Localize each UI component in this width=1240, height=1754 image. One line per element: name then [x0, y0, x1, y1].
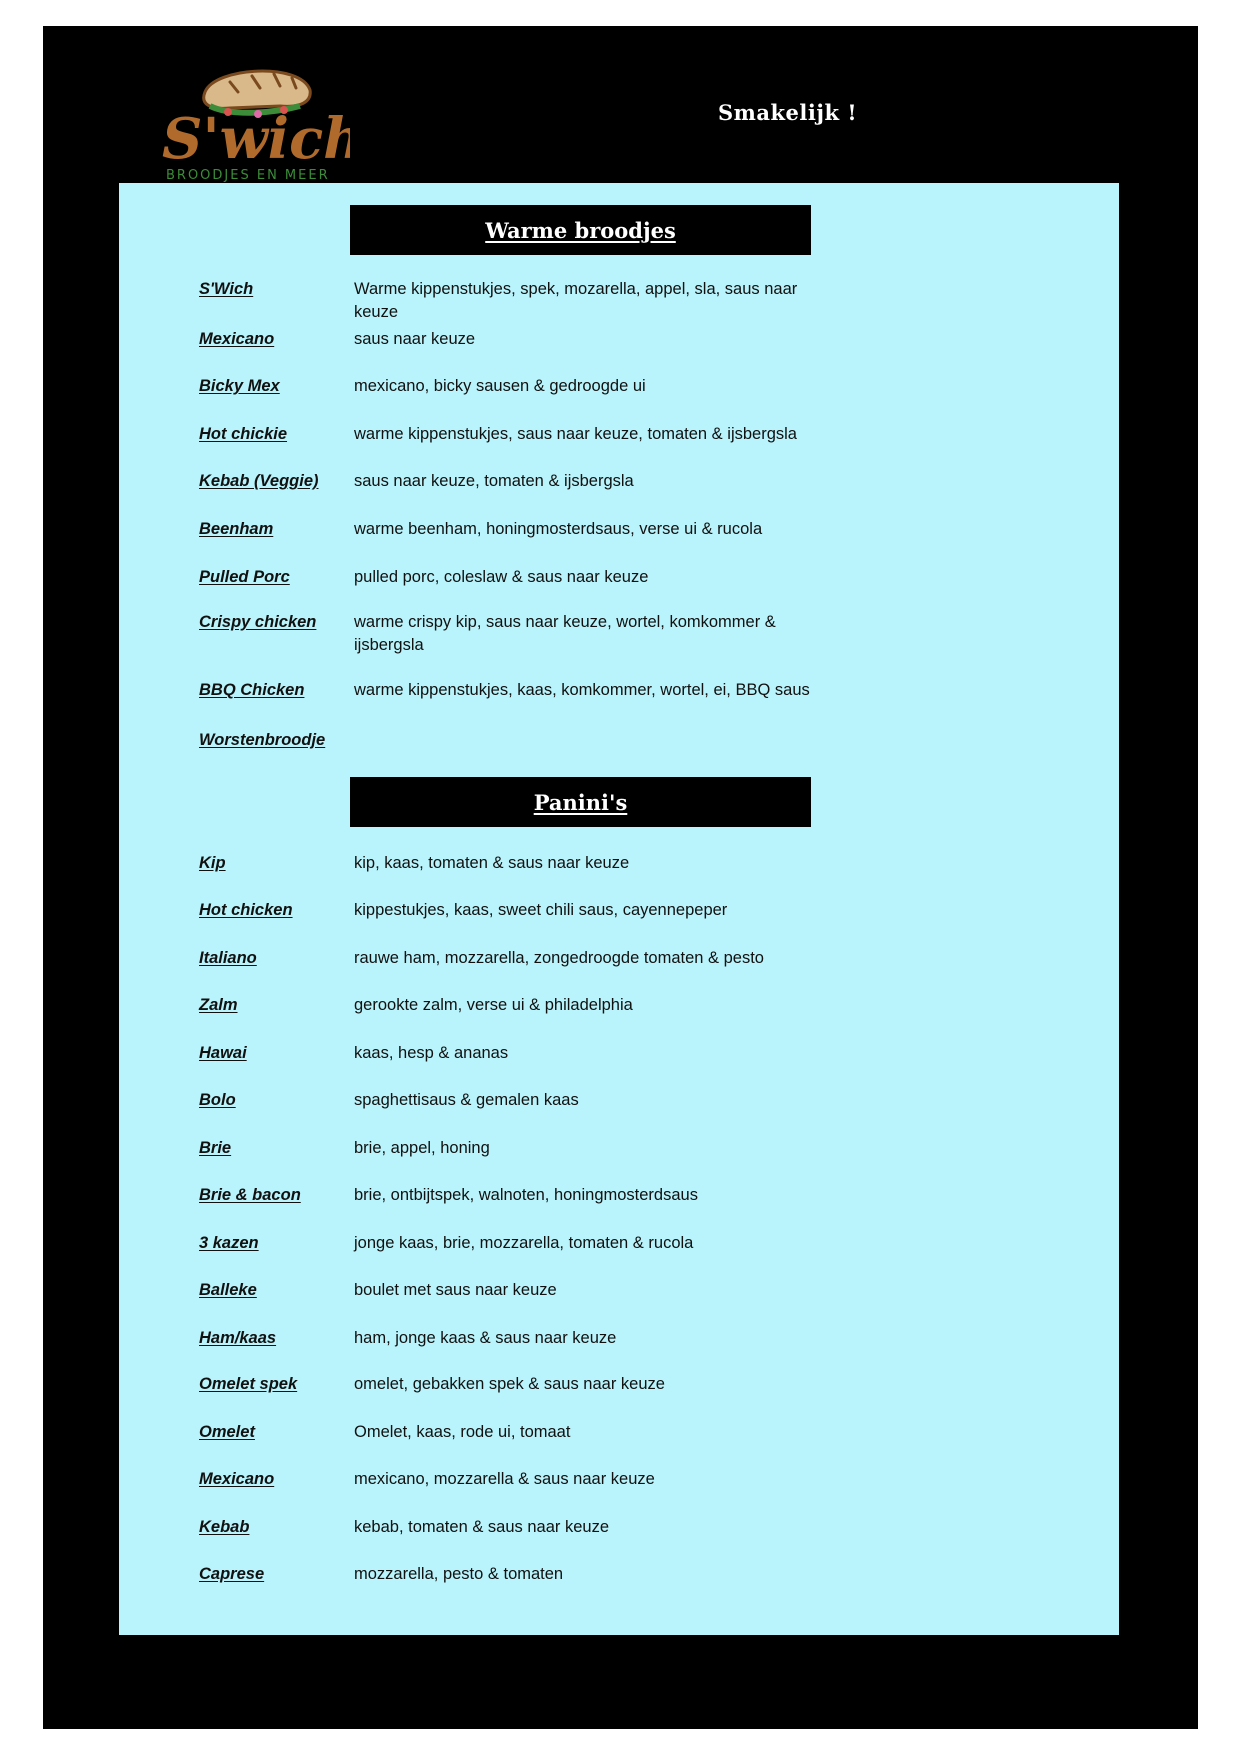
- item-name: Zalm: [199, 996, 238, 1014]
- menu-item: [199, 679, 1119, 702]
- item-description: warme beenham, honingmosterdsaus, verse ui & rucola: [354, 520, 763, 538]
- item-name: Omelet spek: [199, 1375, 298, 1393]
- menu-item: [199, 1327, 1119, 1350]
- menu-item: [199, 1279, 1119, 1302]
- sandwich-logo-icon: [160, 62, 350, 182]
- item-description: ham, jonge kaas & saus naar keuze: [354, 1329, 617, 1347]
- item-description: Omelet, kaas, rode ui, tomaat: [354, 1423, 571, 1441]
- menu-item: [199, 994, 1119, 1017]
- svg-text:BROODJES EN MEER: BROODJES EN MEER: [166, 168, 330, 182]
- item-description: jonge kaas, brie, mozzarella, tomaten & rucola: [354, 1234, 694, 1252]
- item-description: warme kippenstukjes, saus naar keuze, tomaten & ijsbergsla: [354, 425, 797, 443]
- item-name: BBQ Chicken: [199, 681, 305, 699]
- menu-item: [199, 1137, 1119, 1160]
- item-description: saus naar keuze: [354, 330, 476, 348]
- menu-item: [199, 729, 1119, 752]
- item-name: Crispy chicken: [199, 613, 317, 631]
- section-title: Warme broodjes: [485, 217, 676, 243]
- svg-text:S'wich: S'wich: [162, 106, 350, 172]
- menu-item: [199, 1232, 1119, 1255]
- item-name: Hot chicken: [199, 901, 293, 919]
- menu-item: [199, 611, 1119, 657]
- item-description: mexicano, mozzarella & saus naar keuze: [354, 1470, 655, 1488]
- item-name: Hot chickie: [199, 425, 288, 443]
- menu-item: [199, 1421, 1119, 1444]
- item-name: Worstenbroodje: [199, 731, 326, 749]
- item-description: kip, kaas, tomaten & saus naar keuze: [354, 854, 630, 872]
- item-name: 3 kazen: [199, 1234, 259, 1252]
- item-description: omelet, gebakken spek & saus naar keuze: [354, 1375, 665, 1393]
- item-description: gerookte zalm, verse ui & philadelphia: [354, 996, 633, 1014]
- item-description: [354, 729, 814, 752]
- menu-item: [199, 566, 1119, 589]
- menu-item: [199, 1089, 1119, 1112]
- item-description: brie, appel, honing: [354, 1139, 490, 1157]
- item-description: pulled porc, coleslaw & saus naar keuze: [354, 568, 649, 586]
- item-description: kebab, tomaten & saus naar keuze: [354, 1518, 609, 1536]
- menu-item: [199, 1516, 1119, 1539]
- item-description: spaghettisaus & gemalen kaas: [354, 1091, 579, 1109]
- menu-item: [199, 423, 1119, 446]
- menu-item: [199, 470, 1119, 493]
- item-name: Italiano: [199, 949, 257, 967]
- item-name: Brie: [199, 1139, 232, 1157]
- menu-item: [199, 1373, 1119, 1396]
- item-description: brie, ontbijtspek, walnoten, honingmosterdsaus: [354, 1186, 698, 1204]
- item-name: Hawai: [199, 1044, 247, 1062]
- item-name: Pulled Porc: [199, 568, 290, 586]
- item-name: Bolo: [199, 1091, 236, 1109]
- menu-item: [199, 1468, 1119, 1491]
- item-name: Bicky Mex: [199, 377, 280, 395]
- menu-item: [199, 947, 1119, 970]
- item-description: warme crispy kip, saus naar keuze, wortel, komkommer & ijsbergsla: [354, 613, 776, 654]
- section-header-paninis: [350, 777, 811, 827]
- item-description: kaas, hesp & ananas: [354, 1044, 509, 1062]
- item-description: rauwe ham, mozzarella, zongedroogde tomaten & pesto: [354, 949, 764, 967]
- menu-item: [199, 1042, 1119, 1065]
- item-name: Mexicano: [199, 330, 275, 348]
- item-name: Kip: [199, 854, 226, 872]
- item-description: Warme kippenstukjes, spek, mozarella, appel, sla, saus naar keuze: [354, 280, 798, 321]
- item-name: S'Wich: [199, 280, 254, 298]
- item-name: Mexicano: [199, 1470, 275, 1488]
- menu-item: [199, 278, 1119, 324]
- section-title: Panini's: [533, 789, 628, 815]
- item-name: Beenham: [199, 520, 274, 538]
- item-description: boulet met saus naar keuze: [354, 1281, 557, 1299]
- item-description: mexicano, bicky sausen & gedroogde ui: [354, 377, 646, 395]
- brand-logo: [160, 62, 350, 182]
- item-name: Balleke: [199, 1281, 257, 1299]
- item-description: warme kippenstukjes, kaas, komkommer, wortel, ei, BBQ saus: [354, 681, 810, 699]
- item-name: Caprese: [199, 1565, 265, 1583]
- menu-item: [199, 1563, 1119, 1586]
- item-name: Omelet: [199, 1423, 255, 1441]
- menu-item: [199, 1184, 1119, 1207]
- menu-item: [199, 375, 1119, 398]
- item-description: saus naar keuze, tomaten & ijsbergsla: [354, 472, 634, 490]
- section-header-warme-broodjes: [350, 205, 811, 255]
- item-name: Brie & bacon: [199, 1186, 301, 1204]
- item-name: Ham/kaas: [199, 1329, 277, 1347]
- item-name: Kebab (Veggie): [199, 472, 319, 490]
- menu-item: [199, 518, 1119, 541]
- item-description: kippestukjes, kaas, sweet chili saus, cayennepeper: [354, 901, 728, 919]
- menu-item: [199, 328, 1119, 351]
- item-description: mozzarella, pesto & tomaten: [354, 1565, 564, 1583]
- menu-item: [199, 899, 1119, 922]
- item-name: Kebab: [199, 1518, 250, 1536]
- menu-item: [199, 852, 1119, 875]
- tagline: Smakelijk !: [718, 100, 858, 125]
